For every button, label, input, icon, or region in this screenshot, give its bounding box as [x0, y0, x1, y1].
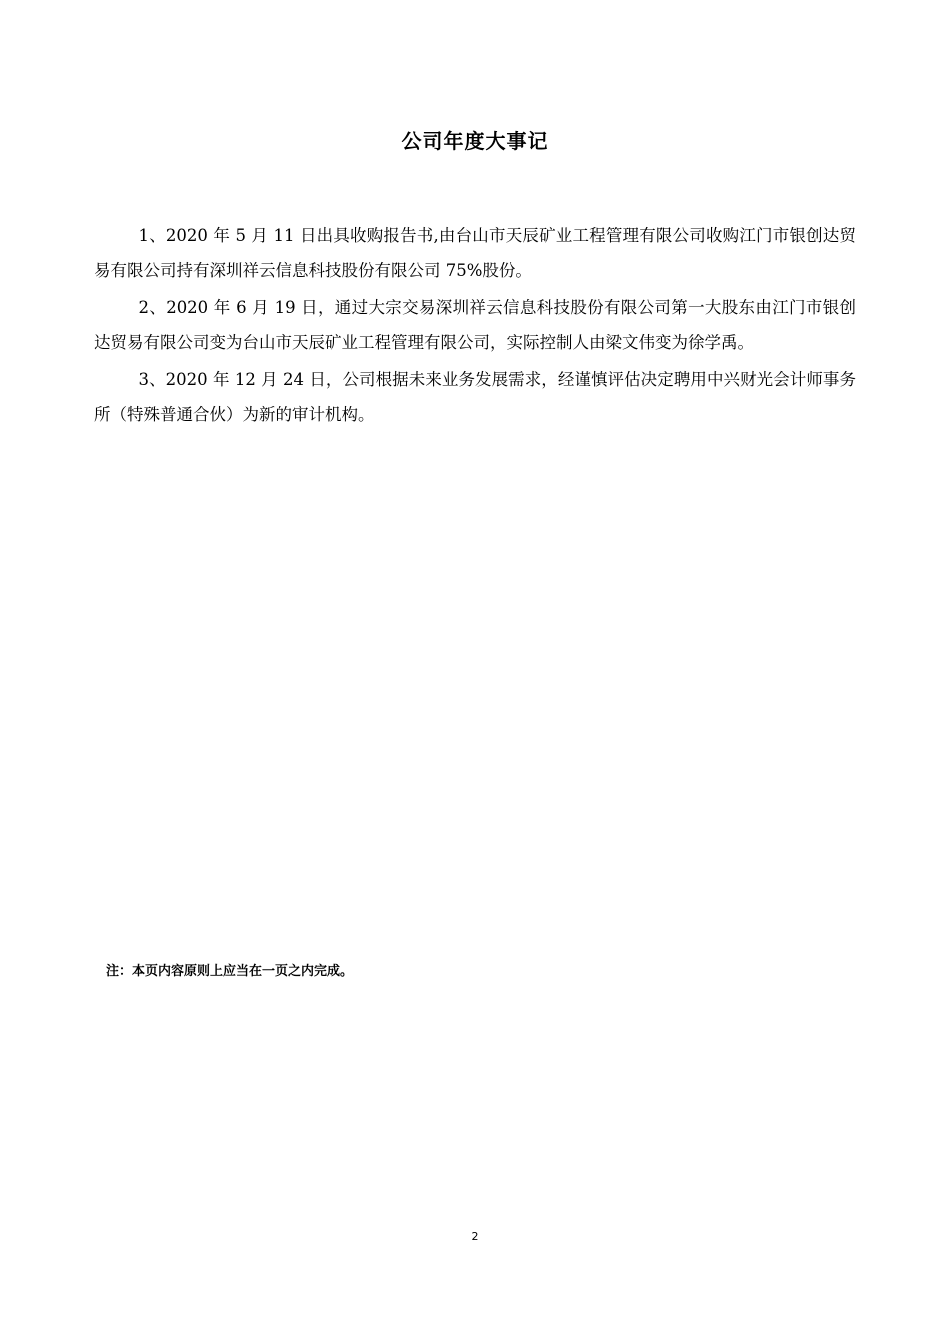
footnote: 注：本页内容原则上应当在一页之内完成。 [106, 964, 354, 979]
page-title: 公司年度大事记 [401, 129, 549, 153]
event-paragraph-1: 1、2020 年 5 月 11 日出具收购报告书,由台山市天辰矿业工程管理有限公司收购江门市银创达贸易有限公司持有深圳祥云信息科技股份有限公司 75%股份。 [94, 226, 856, 280]
document-body [94, 218, 856, 434]
event-paragraph-2: 2、2020 年 6 月 19 日，通过大宗交易深圳祥云信息科技股份有限公司第一大股东由江门市银创达贸易有限公司变为台山市天辰矿业工程管理有限公司，实际控制人由梁文伟变为徐学禹。 [94, 298, 856, 352]
page-number: 2 [471, 1230, 479, 1243]
event-paragraph-3: 3、2020 年 12 月 24 日，公司根据未来业务发展需求，经谨慎评估决定聘用中兴财光会计师事务所（特殊普通合伙）为新的审计机构。 [94, 370, 856, 424]
